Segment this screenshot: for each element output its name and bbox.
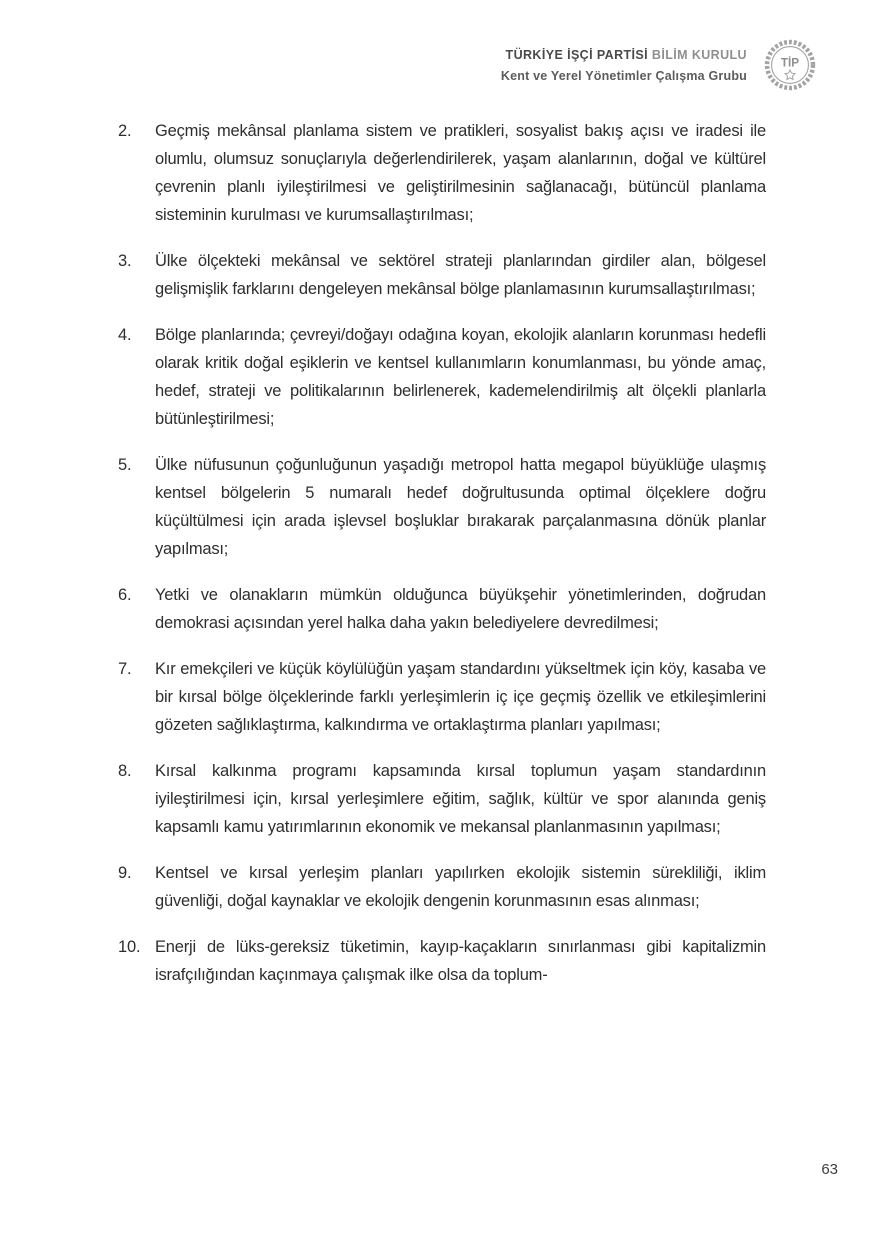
list-item: [118, 247, 766, 303]
list-item-number: 5.: [118, 456, 132, 474]
list-item-number: 2.: [118, 122, 132, 140]
header-subtitle: Kent ve Yerel Yönetimler Çalışma Grubu: [500, 68, 747, 83]
list-item-text: Kentsel ve kırsal yerleşim planları yapılırken ekolojik sistemin sürekliliği, iklim güvenliği, doğal kaynaklar ve ekolojik dengenin korunmasının esas alınması;: [155, 864, 766, 910]
list-item-text: Bölge planlarında; çevreyi/doğayı odağına koyan, ekolojik alanların korunması hedefli olarak kritik doğal eşiklerin ve kentsel kullanımların konumlanması, bu yönde amaç, hedef, strateji ve politikalarının belirlenerek, kademelendirilmiş alt ölçekli planlarla bütünleştirilmesi;: [155, 326, 766, 428]
list-item: [118, 581, 766, 637]
list-item-number: 8.: [118, 762, 132, 780]
list-item-text: Ülke ölçekteki mekânsal ve sektörel strateji planlarından girdiler alan, bölgesel gelişmişlik farklarını dengeleyen mekânsal bölge planlamasının kurumsallaştırılması;: [155, 252, 766, 298]
header-title: [501, 48, 747, 62]
list-item-number: 6.: [118, 586, 132, 604]
list-item-text: Ülke nüfusunun çoğunluğunun yaşadığı metropol hatta megapol büyüklüğe ulaşmış kentsel bölgelerin 5 numaralı hedef doğrultusunda optimal ölçeklere doğru küçültülmesi için arada işlevsel boşluklar bırakarak parçalanmasına dönük planlar yapılması;: [155, 456, 766, 558]
list-item-text: Enerji de lüks-gereksiz tüketimin, kayıp-kaçakların sınırlanması gibi kapitalizmin israfçılığından kaçınmaya çalışmak ilke olsa da toplum-: [155, 938, 766, 984]
list-item-number: 3.: [118, 252, 132, 270]
list-item: [118, 451, 766, 563]
list-item-number: 9.: [118, 864, 132, 882]
document-body: [118, 117, 766, 1007]
list-item-text: Kırsal kalkınma programı kapsamında kırsal toplumun yaşam standardının iyileştirilmesi için, kırsal yerleşimlere eğitim, sağlık, kültür ve spor alanında geniş kapsamlı kamu yatırımlarının ekonomik ve mekansal planlanmasının yapılması;: [155, 762, 766, 836]
list-item-number: 10.: [118, 938, 141, 956]
list-item-number: 7.: [118, 660, 132, 678]
list-item: [118, 859, 766, 915]
list-item-text: Geçmiş mekânsal planlama sistem ve pratikleri, sosyalist bakış açısı ve iradesi ile olumlu, olumsuz sonuçlarıyla değerlendirilerek, yaşam alanlarının, doğal ve kültürel çevrenin planlı iyileştirilmesi ve geliştirilmesinin sağlanacağı, bütüncül planlama sisteminin kurulması ve kurumsallaştırılması;: [155, 122, 766, 224]
list-item-text: Yetki ve olanakların mümkün olduğunca büyükşehir yönetimlerinden, doğrudan demokrasi açısından yerel halka daha yakın belediyelere devredilmesi;: [155, 586, 766, 632]
header-text: [501, 48, 747, 83]
list-item: [118, 933, 766, 989]
list-item-text: Kır emekçileri ve küçük köylülüğün yaşam standardını yükseltmek için köy, kasaba ve bir kırsal bölge ölçeklerinde farklı yerleşimlerin iç içe geçmiş özellik ve etkileşimlerini gözeten sağlıklaştırma, kalkındırma ve ortaklaştırma planları yapılması;: [155, 660, 766, 734]
list-item: [118, 117, 766, 229]
logo-star-icon: [785, 70, 795, 80]
list-item: [118, 655, 766, 739]
logo-text: TİP: [780, 56, 800, 70]
header-title-bold: TÜRKİYE İŞÇİ PARTİSİ: [505, 47, 649, 62]
list-item-number: 4.: [118, 326, 132, 344]
page-number: 63: [821, 1161, 838, 1178]
list-item: [118, 321, 766, 433]
tip-party-logo-icon: [763, 38, 817, 92]
header-title-light: BİLİM KURULU: [651, 47, 747, 62]
list-item: [118, 757, 766, 841]
page-header: [501, 38, 817, 92]
